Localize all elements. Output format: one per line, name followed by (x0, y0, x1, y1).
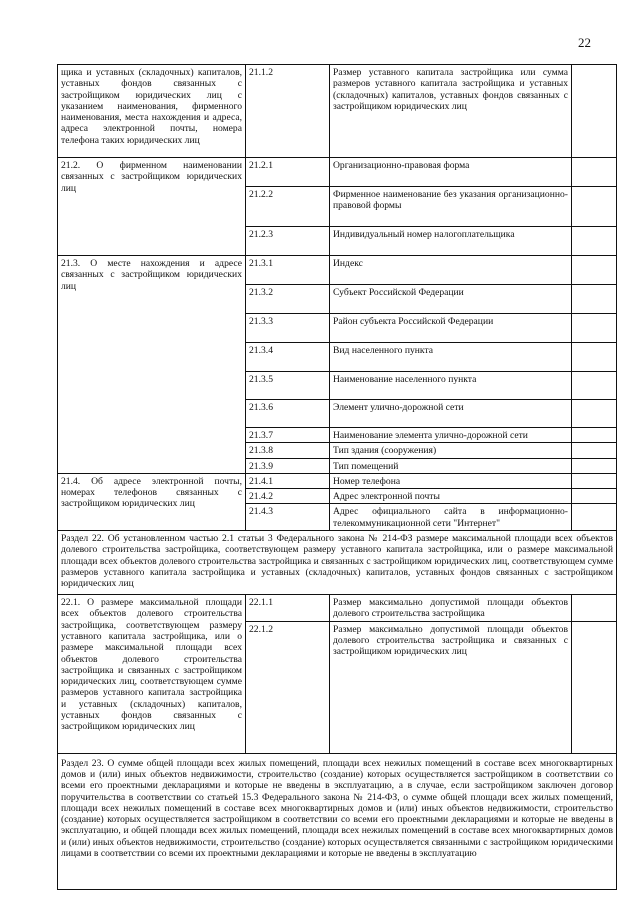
value-cell (572, 343, 617, 372)
table-row (58, 256, 617, 285)
item-code: 21.2.3 (246, 227, 330, 256)
section-heading: 21.4. Об адресе электронной почты, номерах телефонов связанных с застройщиком юридических лиц (58, 473, 246, 530)
value-cell (572, 372, 617, 400)
item-text: Адрес электронной почты (330, 489, 572, 504)
item-code: 21.3.7 (246, 428, 330, 443)
table-row (58, 473, 617, 488)
value-cell (572, 443, 617, 458)
item-text: Тип здания (сооружения) (330, 443, 572, 458)
document-table (57, 64, 616, 890)
table-row (58, 753, 617, 889)
value-cell (572, 621, 617, 753)
item-code: 21.3.6 (246, 400, 330, 428)
item-code: 21.3.2 (246, 285, 330, 314)
item-code: 21.4.2 (246, 489, 330, 504)
value-cell (572, 489, 617, 504)
item-text: Вид населенного пункта (330, 343, 572, 372)
table-row (58, 158, 617, 187)
table-row (58, 531, 617, 595)
page-number: 22 (578, 35, 591, 50)
item-code: 22.1.1 (246, 595, 330, 622)
item-text: Элемент улично-дорожной сети (330, 400, 572, 428)
item-text: Адрес официального сайта в информационно-телекоммуникационной сети "Интернет" (330, 504, 572, 531)
item-code: 21.3.4 (246, 343, 330, 372)
section-heading: 22.1. О размере максимальной площади всех объектов долевого строительства застройщика, соответствующем размеру уставного капитала застройщика, или о размере максимальной площади всех объектов долевого строительства застройщика и связанных с застройщиком юридических лиц, соответствующем сумме размеров уставного капитала застройщика и уставных (складочных) капиталов, уставных фондов связанных с застройщиком юридических лиц (58, 595, 246, 754)
value-cell (572, 458, 617, 473)
item-code: 21.3.1 (246, 256, 330, 285)
value-cell (572, 314, 617, 343)
item-text: Субъект Российской Федерации (330, 285, 572, 314)
value-cell (572, 187, 617, 227)
value-cell (572, 473, 617, 488)
value-cell (572, 428, 617, 443)
item-code: 21.3.9 (246, 458, 330, 473)
value-cell (572, 65, 617, 158)
item-text: Тип помещений (330, 458, 572, 473)
section-heading: щика и уставных (складочных) капиталов, уставных фондов связанных с застройщиком юридических лиц с указанием наименования, фирменного наименования, места нахождения и адреса, адреса электронной почты, номера телефона таких юридических лиц (58, 65, 246, 158)
value-cell (572, 158, 617, 187)
value-cell (572, 256, 617, 285)
item-text: Размер максимально допустимой площади объектов долевого строительства застройщика (330, 595, 572, 622)
item-code: 21.2.1 (246, 158, 330, 187)
item-text: Наименование элемента улично-дорожной сети (330, 428, 572, 443)
value-cell (572, 595, 617, 622)
item-text: Размер максимально допустимой площади объектов долевого строительства застройщика и связанных с застройщиком юридических лиц (330, 621, 572, 753)
item-code: 21.4.1 (246, 473, 330, 488)
razdel-22-title: Раздел 22. Об установленном частью 2.1 статьи 3 Федерального закона № 214-ФЗ размере максимальной площади всех объектов долевого строительства застройщика, соответствующем размеру уставного капитала застройщика, или о размере максимальной площади всех объектов долевого строительства застройщика и связанных с застройщиком юридических лиц, соответствующем сумме размеров уставного капитала застройщика и уставных (складочных) капиталов, уставных фондов связанных с застройщиком юридических лиц (58, 531, 617, 595)
item-code: 21.4.3 (246, 504, 330, 531)
value-cell (572, 227, 617, 256)
section-heading: 21.2. О фирменном наименовании связанных с застройщиком юридических лиц (58, 158, 246, 256)
value-cell (572, 504, 617, 531)
item-text: Индивидуальный номер налогоплательщика (330, 227, 572, 256)
item-code: 21.2.2 (246, 187, 330, 227)
razdel-23-title: Раздел 23. О сумме общей площади всех жилых помещений, площади всех нежилых помещений в составе всех многоквартирных домов и (или) иных объектов недвижимости, строительство (создание) которых осуществляется застройщиком в соответствии со всеми его проектными декларациями и которые не введены в эксплуатацию, а в случае, если застройщиком заключен договор поручительства в соответствии со статьей 15.3 Федерального закона № 214-ФЗ, о сумме общей площади всех жилых помещений, площади всех нежилых помещений в составе всех многоквартирных домов и (или) иных объектов недвижимости, строительство (создание) которых осуществляется застройщиком в соответствии со всеми его проектными декларациями и которые не введены в эксплуатацию, и общей площади всех жилых помещений, площади всех нежилых помещений в составе всех многоквартирных домов и (или) иных объектов недвижимости, строительство (создание) которых осуществляется связанными с застройщиком юридическими лицами в соответствии со всеми их проектными декларациями и которые не введены в эксплуатацию (58, 753, 617, 889)
item-text: Размер уставного капитала застройщика или сумма размеров уставного капитала застройщика и уставных (складочных) капиталов, уставных фондов связанных с застройщиком юридических лиц (330, 65, 572, 158)
table-row (58, 65, 617, 158)
item-text: Район субъекта Российской Федерации (330, 314, 572, 343)
declaration-table (57, 64, 617, 890)
item-code: 21.1.2 (246, 65, 330, 158)
item-text: Номер телефона (330, 473, 572, 488)
item-text: Индекс (330, 256, 572, 285)
section-heading: 21.3. О месте нахождения и адресе связанных с застройщиком юридических лиц (58, 256, 246, 474)
item-text: Наименование населенного пункта (330, 372, 572, 400)
item-code: 21.3.5 (246, 372, 330, 400)
value-cell (572, 400, 617, 428)
value-cell (572, 285, 617, 314)
table-row (58, 595, 617, 622)
item-text: Организационно-правовая форма (330, 158, 572, 187)
item-code: 21.3.3 (246, 314, 330, 343)
item-code: 21.3.8 (246, 443, 330, 458)
item-text: Фирменное наименование без указания организационно-правовой формы (330, 187, 572, 227)
item-code: 22.1.2 (246, 621, 330, 753)
